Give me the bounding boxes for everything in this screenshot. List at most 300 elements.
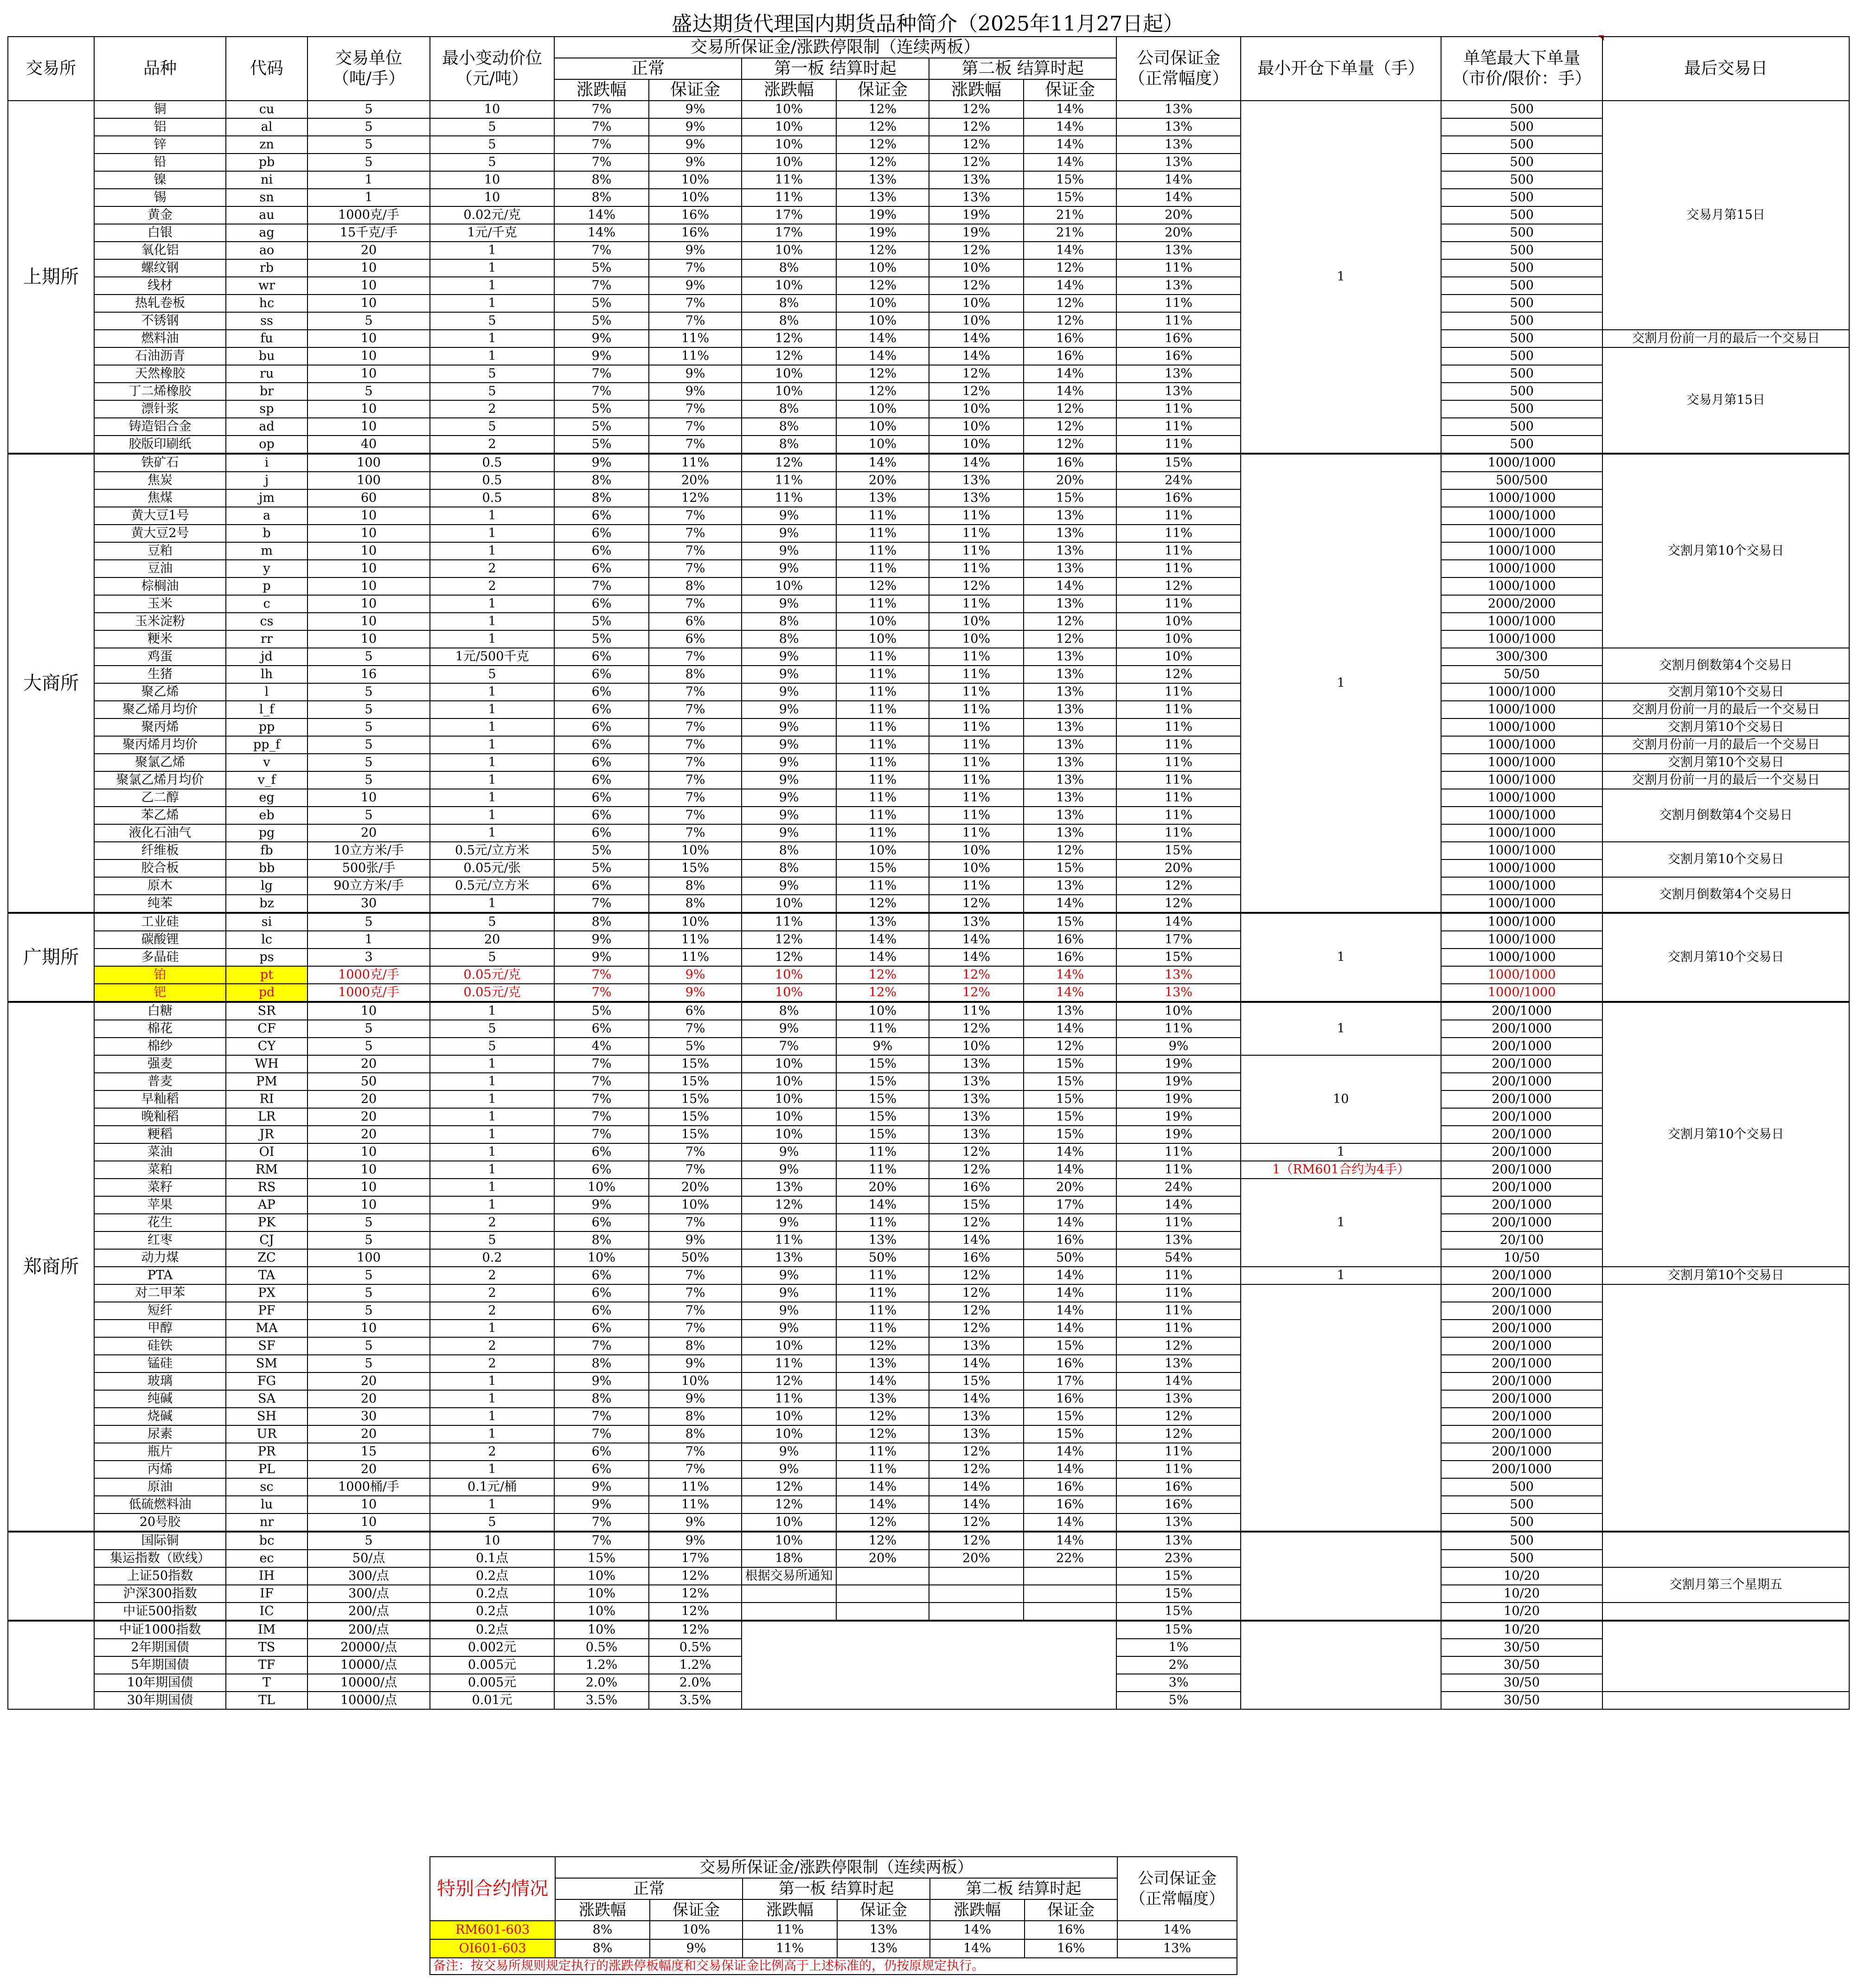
tick-size: 1: [430, 824, 554, 842]
board2-margin: 16%: [1024, 330, 1116, 347]
tick-size: 5: [430, 666, 554, 683]
normal-margin: 11%: [649, 454, 742, 472]
normal-limit: 7%: [554, 1055, 649, 1073]
board1-limit: 10%: [742, 383, 836, 400]
board2-margin: 12%: [1024, 400, 1116, 418]
max-order-qty: 1000/1000: [1441, 913, 1602, 931]
special-header-limit: 涨跌幅: [930, 1899, 1025, 1921]
board2-margin: 16%: [1024, 949, 1116, 966]
variety-name: 聚乙烯: [94, 683, 226, 701]
board1-margin: 13%: [836, 489, 929, 507]
table-row: [8, 683, 1849, 701]
board2-limit: 12%: [929, 242, 1024, 259]
board2-limit: 13%: [929, 189, 1024, 206]
variety-name: 5年期国债: [94, 1656, 226, 1674]
variety-name: 豆粕: [94, 542, 226, 560]
trade-unit: 5: [308, 913, 430, 931]
normal-margin: 12%: [649, 1585, 742, 1603]
code: PR: [226, 1443, 308, 1461]
table-row: [8, 1390, 1849, 1408]
max-order-qty: 30/50: [1441, 1656, 1602, 1674]
board1-limit: 10%: [742, 1337, 836, 1355]
board2-limit: 11%: [929, 560, 1024, 577]
board1-limit: 11%: [742, 1231, 836, 1249]
normal-margin: 5%: [649, 1038, 742, 1055]
board1-margin: 11%: [836, 1443, 929, 1461]
table-row: [8, 736, 1849, 754]
normal-limit: 9%: [554, 949, 649, 966]
code: pd: [226, 984, 308, 1002]
tick-size: 1: [430, 718, 554, 736]
company-margin: 15%: [1116, 949, 1241, 966]
board2-margin: 15%: [1024, 1337, 1116, 1355]
tick-size: 5: [430, 1513, 554, 1532]
board2-limit: 11%: [929, 807, 1024, 824]
code: bc: [226, 1532, 308, 1550]
board2-margin: 16%: [1024, 1478, 1116, 1496]
normal-limit: 10%: [554, 1585, 649, 1603]
page-title: 盛达期货代理国内期货品种简介（2025年11月27日起）: [672, 12, 1184, 36]
table-row: [8, 1126, 1849, 1143]
last-trade-day: 交割月倒数第4个交易日: [1602, 789, 1849, 842]
company-margin: 13%: [1116, 966, 1241, 984]
normal-limit: 10%: [554, 1179, 649, 1196]
board1-margin: 11%: [836, 1302, 929, 1320]
max-order-qty: 200/1000: [1441, 1284, 1602, 1302]
code: IH: [226, 1567, 308, 1585]
tick-size: 1: [430, 507, 554, 525]
board2-margin: 14%: [1024, 1443, 1116, 1461]
normal-margin: 7%: [649, 400, 742, 418]
tick-size: 2: [430, 400, 554, 418]
board2-margin: [1024, 1567, 1116, 1585]
variety-name: 胶合板: [94, 859, 226, 877]
normal-margin: 8%: [649, 1337, 742, 1355]
normal-margin: 7%: [649, 701, 742, 718]
table-row: [8, 1231, 1849, 1249]
code: lc: [226, 931, 308, 949]
board1-margin: 14%: [836, 330, 929, 347]
board1-limit: [742, 1585, 836, 1603]
variety-name: 红枣: [94, 1231, 226, 1249]
trade-unit: 5: [308, 1038, 430, 1055]
trade-unit: 300/点: [308, 1585, 430, 1603]
table-row: [8, 1355, 1849, 1372]
normal-limit: 5%: [554, 418, 649, 436]
normal-margin: 9%: [649, 118, 742, 136]
max-order-qty: 500: [1441, 1496, 1602, 1513]
trade-unit: 30: [308, 895, 430, 913]
variety-name: 中证1000指数: [94, 1621, 226, 1639]
code: MA: [226, 1320, 308, 1337]
board2-limit: 14%: [929, 949, 1024, 966]
board1-limit: 9%: [742, 525, 836, 542]
board2-limit: 12%: [929, 577, 1024, 595]
table-row: [8, 525, 1849, 542]
header-board2: 第二板 结算时起: [929, 58, 1116, 79]
company-margin: 13%: [1116, 365, 1241, 383]
normal-margin: 7%: [649, 418, 742, 436]
variety-name: 锌: [94, 136, 226, 154]
code: l: [226, 683, 308, 701]
board2-limit: 14%: [929, 1478, 1024, 1496]
variety-name: 铁矿石: [94, 454, 226, 472]
table-row: [8, 701, 1849, 718]
max-order-qty: 10/50: [1441, 1249, 1602, 1267]
board1-limit: 9%: [742, 1443, 836, 1461]
board2-margin: 15%: [1024, 859, 1116, 877]
board1-limit: 11%: [742, 1390, 836, 1408]
max-order-qty: 1000/1000: [1441, 754, 1602, 771]
board2-margin: 15%: [1024, 189, 1116, 206]
tick-size: 10: [430, 189, 554, 206]
board2-margin: 20%: [1024, 472, 1116, 489]
company-margin: 11%: [1116, 736, 1241, 754]
normal-limit: 9%: [554, 1478, 649, 1496]
company-margin: 14%: [1116, 913, 1241, 931]
special-cell: 10%: [650, 1921, 743, 1939]
trade-unit: 5: [308, 718, 430, 736]
max-order-qty: 30/50: [1441, 1674, 1602, 1692]
code: v_f: [226, 771, 308, 789]
board2-margin: 12%: [1024, 842, 1116, 859]
normal-limit: 9%: [554, 1496, 649, 1513]
special-contract-code: RM601-603: [430, 1921, 555, 1939]
board2-margin: 14%: [1024, 577, 1116, 595]
variety-name: 液化石油气: [94, 824, 226, 842]
normal-margin: 7%: [649, 789, 742, 807]
trade-unit: 20: [308, 242, 430, 259]
board2-limit: 16%: [929, 1179, 1024, 1196]
code: IF: [226, 1585, 308, 1603]
board2-limit: 11%: [929, 507, 1024, 525]
board2-margin: 14%: [1024, 101, 1116, 118]
table-row: [8, 1425, 1849, 1443]
normal-margin: 9%: [649, 1532, 742, 1550]
trade-unit: 10: [308, 277, 430, 295]
last-trade-day: 交割月倒数第4个交易日: [1602, 877, 1849, 913]
normal-margin: 7%: [649, 1214, 742, 1231]
board1-margin: 11%: [836, 1461, 929, 1478]
board1-margin: 11%: [836, 595, 929, 613]
code: sp: [226, 400, 308, 418]
normal-limit: 9%: [554, 330, 649, 347]
table-row: [8, 771, 1849, 789]
trade-unit: 20: [308, 1055, 430, 1073]
code: ni: [226, 171, 308, 189]
tick-size: 1: [430, 1002, 554, 1020]
normal-limit: 7%: [554, 1073, 649, 1090]
board2-limit: 15%: [929, 1196, 1024, 1214]
tick-size: 5: [430, 365, 554, 383]
normal-limit: 15%: [554, 1550, 649, 1567]
board1-limit: 8%: [742, 859, 836, 877]
board2-margin: 13%: [1024, 789, 1116, 807]
normal-margin: 11%: [649, 347, 742, 365]
company-margin: 11%: [1116, 1020, 1241, 1038]
table-row: [8, 1337, 1849, 1355]
trade-unit: 200/点: [308, 1603, 430, 1621]
normal-limit: 6%: [554, 1302, 649, 1320]
variety-name: 碳酸锂: [94, 931, 226, 949]
header-company-margin: 公司保证金 （正常幅度）: [1116, 37, 1241, 101]
max-order-qty: 500: [1441, 206, 1602, 224]
tick-size: 1元/千克: [430, 224, 554, 242]
company-margin: 13%: [1116, 136, 1241, 154]
trade-unit: 300/点: [308, 1567, 430, 1585]
board2-limit: 12%: [929, 1284, 1024, 1302]
header-limit: 涨跌幅: [929, 79, 1024, 101]
variety-name: 苯乙烯: [94, 807, 226, 824]
last-trade-day: 交易月第15日: [1602, 101, 1849, 330]
board2-margin: 16%: [1024, 1231, 1116, 1249]
variety-name: 聚丙烯: [94, 718, 226, 736]
normal-limit: 7%: [554, 101, 649, 118]
special-header-board1: 第一板 结算时起: [743, 1878, 930, 1899]
normal-limit: 7%: [554, 154, 649, 171]
code: PK: [226, 1214, 308, 1231]
max-order-qty: 500: [1441, 418, 1602, 436]
board2-margin: 14%: [1024, 242, 1116, 259]
board1-margin: 12%: [836, 383, 929, 400]
board2-margin: [1024, 1603, 1116, 1621]
tick-size: 2: [430, 1284, 554, 1302]
normal-limit: 6%: [554, 648, 649, 666]
max-order-qty: 200/1000: [1441, 1038, 1602, 1055]
code: bu: [226, 347, 308, 365]
company-margin: 10%: [1116, 648, 1241, 666]
tick-size: 5: [430, 118, 554, 136]
special-header-limit: 涨跌幅: [743, 1899, 837, 1921]
board2-margin: 13%: [1024, 683, 1116, 701]
board2-limit: 13%: [929, 1126, 1024, 1143]
normal-limit: 7%: [554, 984, 649, 1002]
tick-size: 1: [430, 789, 554, 807]
board2-margin: 16%: [1024, 1496, 1116, 1513]
company-margin: 11%: [1116, 436, 1241, 454]
tick-size: 0.2点: [430, 1567, 554, 1585]
normal-margin: 7%: [649, 1284, 742, 1302]
table-row: [8, 489, 1849, 507]
variety-name: 铂: [94, 966, 226, 984]
code: ag: [226, 224, 308, 242]
table-row: [8, 400, 1849, 418]
code: sn: [226, 189, 308, 206]
normal-margin: 10%: [649, 842, 742, 859]
normal-limit: 8%: [554, 1231, 649, 1249]
board1-margin: 12%: [836, 365, 929, 383]
tick-size: 1: [430, 277, 554, 295]
code: fu: [226, 330, 308, 347]
normal-limit: 2.0%: [554, 1674, 649, 1692]
max-order-qty: 1000/1000: [1441, 842, 1602, 859]
max-order-qty: 200/1000: [1441, 1320, 1602, 1337]
table-row: [8, 595, 1849, 613]
table-row: [8, 330, 1849, 347]
code: SA: [226, 1390, 308, 1408]
normal-margin: 16%: [649, 224, 742, 242]
code: zn: [226, 136, 308, 154]
max-order-qty: 500: [1441, 1478, 1602, 1496]
board2-limit: 12%: [929, 1161, 1024, 1179]
max-order-qty: 200/1000: [1441, 1090, 1602, 1108]
table-row: [8, 1585, 1849, 1603]
board2-limit: 13%: [929, 1073, 1024, 1090]
board2-margin: 12%: [1024, 259, 1116, 277]
trade-unit: 10: [308, 1513, 430, 1532]
code: rb: [226, 259, 308, 277]
max-order-qty: 200/1000: [1441, 1443, 1602, 1461]
trade-unit: 5: [308, 136, 430, 154]
variety-name: 菜油: [94, 1143, 226, 1161]
tick-size: 1: [430, 1496, 554, 1513]
board2-limit: 11%: [929, 824, 1024, 842]
company-margin: 54%: [1116, 1249, 1241, 1267]
normal-limit: 7%: [554, 1090, 649, 1108]
normal-limit: 5%: [554, 630, 649, 648]
code: al: [226, 118, 308, 136]
trade-unit: 1: [308, 931, 430, 949]
code: pt: [226, 966, 308, 984]
normal-limit: 7%: [554, 383, 649, 400]
board1-limit: 12%: [742, 330, 836, 347]
board1-margin: 19%: [836, 206, 929, 224]
variety-name: 低硫燃料油: [94, 1496, 226, 1513]
variety-name: 线材: [94, 277, 226, 295]
company-margin: 1%: [1116, 1639, 1241, 1656]
normal-limit: 6%: [554, 718, 649, 736]
max-order-qty: 1000/1000: [1441, 542, 1602, 560]
company-margin: 13%: [1116, 101, 1241, 118]
trade-unit: 10: [308, 1002, 430, 1020]
exchange-name: 大商所: [8, 454, 94, 913]
table-row: [8, 824, 1849, 842]
board1-limit: 9%: [742, 648, 836, 666]
normal-margin: 20%: [649, 472, 742, 489]
normal-limit: 10%: [554, 1621, 649, 1639]
tick-size: 0.02元/克: [430, 206, 554, 224]
max-order-qty: 200/1000: [1441, 1126, 1602, 1143]
board1-limit: 10%: [742, 1126, 836, 1143]
board1-limit: 8%: [742, 630, 836, 648]
board1-margin: 10%: [836, 400, 929, 418]
variety-name: 铸造铝合金: [94, 418, 226, 436]
normal-limit: 6%: [554, 736, 649, 754]
trade-unit: 20: [308, 824, 430, 842]
normal-limit: 9%: [554, 1372, 649, 1390]
trade-unit: 10: [308, 330, 430, 347]
tick-size: 2: [430, 1214, 554, 1231]
board1-margin: 12%: [836, 895, 929, 913]
code: lg: [226, 877, 308, 895]
tick-size: 1: [430, 295, 554, 312]
max-order-qty: 30/50: [1441, 1692, 1602, 1709]
board1-margin: 11%: [836, 1161, 929, 1179]
board1-margin: 10%: [836, 630, 929, 648]
max-order-qty: 1000/1000: [1441, 525, 1602, 542]
board1-margin: 11%: [836, 1214, 929, 1231]
board1-limit: 9%: [742, 595, 836, 613]
board1-limit: 8%: [742, 295, 836, 312]
board1-limit: 10%: [742, 1513, 836, 1532]
table-row: [8, 1513, 1849, 1532]
trade-unit: 10: [308, 1196, 430, 1214]
table-row: [8, 118, 1849, 136]
variety-name: 丁二烯橡胶: [94, 383, 226, 400]
header-board1: 第一板 结算时起: [742, 58, 929, 79]
max-order-qty: 1000/1000: [1441, 718, 1602, 736]
board2-limit: 16%: [929, 1249, 1024, 1267]
board1-margin: 12%: [836, 1425, 929, 1443]
table-row: [8, 242, 1849, 259]
cffex-board-note: [742, 1621, 1116, 1709]
normal-margin: 7%: [649, 824, 742, 842]
normal-margin: 7%: [649, 736, 742, 754]
board2-limit: 13%: [929, 1408, 1024, 1425]
code: SH: [226, 1408, 308, 1425]
company-margin: 11%: [1116, 718, 1241, 736]
max-order-qty: 1000/1000: [1441, 931, 1602, 949]
board1-limit: 9%: [742, 507, 836, 525]
board2-margin: 14%: [1024, 966, 1116, 984]
company-margin: 12%: [1116, 666, 1241, 683]
max-order-qty: 1000/1000: [1441, 683, 1602, 701]
board2-margin: 16%: [1024, 1390, 1116, 1408]
normal-margin: 8%: [649, 1408, 742, 1425]
normal-margin: 7%: [649, 807, 742, 824]
variety-name: 焦煤: [94, 489, 226, 507]
board2-margin: 13%: [1024, 718, 1116, 736]
last-trade-day: 交割月第三个星期五: [1602, 1567, 1849, 1603]
exchange-name: 郑商所: [8, 1002, 94, 1532]
board2-margin: 14%: [1024, 136, 1116, 154]
code: l_f: [226, 701, 308, 718]
last-trade-day: 交割月份前一月的最后一个交易日: [1602, 736, 1849, 754]
board1-limit: 10%: [742, 1090, 836, 1108]
board1-limit: 12%: [742, 1478, 836, 1496]
board2-limit: 10%: [929, 842, 1024, 859]
normal-limit: 7%: [554, 1532, 649, 1550]
board2-margin: 14%: [1024, 154, 1116, 171]
normal-limit: 7%: [554, 1408, 649, 1425]
code: TS: [226, 1639, 308, 1656]
max-order-qty: 200/1000: [1441, 1055, 1602, 1073]
variety-name: 短纤: [94, 1302, 226, 1320]
variety-name: 沪深300指数: [94, 1585, 226, 1603]
board1-limit: 11%: [742, 1355, 836, 1372]
normal-limit: 10%: [554, 1249, 649, 1267]
normal-limit: 7%: [554, 277, 649, 295]
max-order-qty: 1000/1000: [1441, 807, 1602, 824]
code: au: [226, 206, 308, 224]
trade-unit: 60: [308, 489, 430, 507]
tick-size: 1: [430, 1320, 554, 1337]
table-row: [8, 1002, 1849, 1020]
board1-limit: 11%: [742, 189, 836, 206]
max-order-qty: 500: [1441, 154, 1602, 171]
last-trade-day: [1602, 1532, 1849, 1567]
trade-unit: 10: [308, 789, 430, 807]
table-row: [8, 472, 1849, 489]
normal-limit: 6%: [554, 1214, 649, 1231]
variety-name: 镍: [94, 171, 226, 189]
company-margin: 14%: [1116, 1196, 1241, 1214]
normal-limit: 6%: [554, 1161, 649, 1179]
normal-limit: 6%: [554, 807, 649, 824]
tick-size: 1: [430, 525, 554, 542]
variety-name: 铅: [94, 154, 226, 171]
board1-limit: 10%: [742, 365, 836, 383]
